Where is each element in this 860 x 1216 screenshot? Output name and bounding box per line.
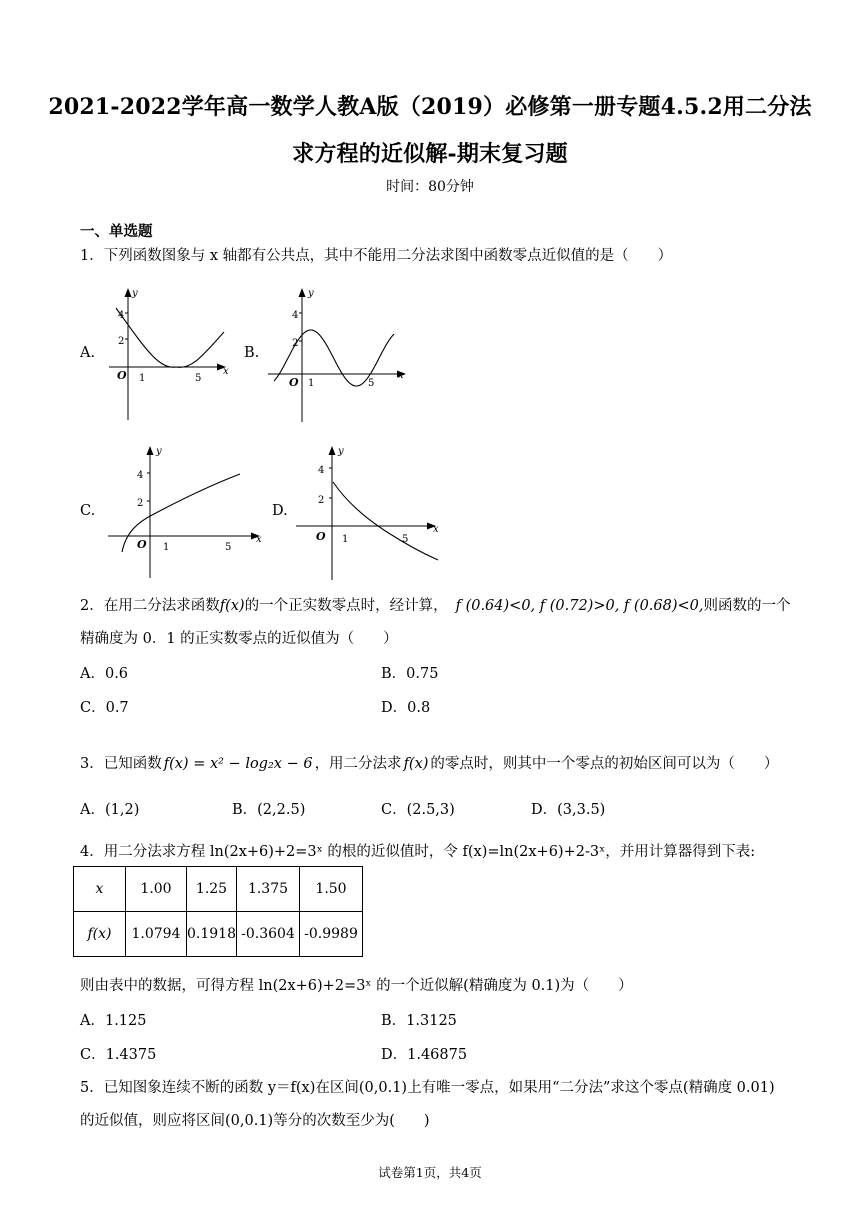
graph-d-x-label: x <box>433 524 439 535</box>
q2-stem-part-b: 的一个正实数零点时，经计算， <box>244 598 448 614</box>
table-cell: 1.00 <box>126 867 187 912</box>
q3-formula: f(x) = x² − log₂x − 6 <box>163 756 313 772</box>
doc-title-line2: 求方程的近似解-期末复习题 <box>292 141 568 167</box>
q4-option-d[interactable]: D．1.46875 <box>381 1047 468 1063</box>
q1-stem: 1．下列函数图象与 x 轴都有公共点，其中不能用二分法求图中函数零点近似值的是（ ） <box>80 248 673 264</box>
graph-a-y-label: y <box>132 288 138 299</box>
q3-fx: f(x) <box>403 756 429 772</box>
graph-a-tick-5: 5 <box>195 373 202 384</box>
graph-d-tick-4: 4 <box>318 465 325 476</box>
q4-option-c[interactable]: C．1.4375 <box>80 1047 157 1063</box>
graph-d-tick-2: 2 <box>318 495 325 506</box>
exam-time: 时间：80分钟 <box>386 179 474 195</box>
q2-option-a[interactable]: A．0.6 <box>80 666 129 682</box>
table-cell: 1.25 <box>187 867 237 912</box>
q4-value-table <box>73 866 363 957</box>
graph-c-tick-2: 2 <box>137 498 144 509</box>
q3-option-b[interactable]: B．(2,2.5) <box>232 802 306 818</box>
q2-stem-line2: 精确度为 0．1 的正实数零点的近似值为（ ） <box>80 631 398 647</box>
q2-option-c[interactable]: C．0.7 <box>80 700 129 716</box>
graph-d-origin: O <box>316 530 326 543</box>
graph-a-origin: O <box>117 369 127 382</box>
graph-b-origin: O <box>289 376 299 389</box>
q1-option-a-label[interactable]: A. <box>80 345 96 361</box>
graph-b-tick-5: 5 <box>368 378 375 389</box>
table-cell: 1.0794 <box>126 912 187 957</box>
q4-option-a[interactable]: A．1.125 <box>80 1013 147 1029</box>
table-row <box>74 867 363 912</box>
graph-b-tick-2: 2 <box>292 338 299 349</box>
table-cell: -0.3604 <box>237 912 300 957</box>
graph-c-origin: O <box>137 538 147 551</box>
graph-c-y-label: y <box>156 446 162 457</box>
q3-stem-part-b: ，用二分法求 <box>314 756 402 772</box>
q2-stem-line1 <box>80 596 791 616</box>
q3-option-d[interactable]: D．(3,3.5) <box>531 802 606 818</box>
graph-c-tick-5: 5 <box>225 542 232 553</box>
q3-stem <box>80 754 778 774</box>
doc-title-line1: 2021-2022学年高一数学人教A版（2019）必修第一册专题4.5.2用二分法 <box>48 94 812 120</box>
section-heading: 一、单选题 <box>80 223 153 240</box>
graph-b-y-label: y <box>308 288 314 299</box>
q2-stem-part-a: 2．在用二分法求函数 <box>80 598 220 614</box>
q1-option-c-label[interactable]: C. <box>80 503 96 519</box>
q1-option-d-label[interactable]: D. <box>272 503 288 519</box>
table-cell: f(x) <box>74 912 126 957</box>
graph-c-x-label: x <box>256 534 262 545</box>
graph-a-tick-1: 1 <box>139 373 146 384</box>
graph-b-tick-1: 1 <box>308 378 315 389</box>
q3-option-a[interactable]: A．(1,2) <box>80 802 140 818</box>
graph-c <box>104 440 274 580</box>
table-row <box>74 912 363 957</box>
q2-option-b[interactable]: B．0.75 <box>381 666 439 682</box>
q5-stem-line2: 的近似值，则应将区间(0,0.1)等分的次数至少为( ) <box>80 1113 430 1129</box>
table-cell: x <box>74 867 126 912</box>
q2-stem-fx: f(x) <box>219 598 245 614</box>
graph-a <box>104 282 234 422</box>
graph-a-x-label: x <box>223 366 229 377</box>
q5-stem-line1: 5．已知图象连续不断的函数 y＝f(x)在区间(0,0.1)上有唯一零点，如果用“二分法”求这个零点(精确度 0.01) <box>80 1080 775 1096</box>
q2-stem-math: f (0.64)<0, f (0.72)>0, f (0.68)<0, <box>455 598 704 614</box>
q4-question: 则由表中的数据，可得方程 ln(2x+6)+2=3ˣ 的一个近似解(精确度为 0.1)为（ ） <box>80 978 633 994</box>
graph-d <box>292 440 452 582</box>
q4-option-b[interactable]: B．1.3125 <box>381 1013 457 1029</box>
q2-stem-part-c: 则函数的一个 <box>703 598 791 614</box>
q3-option-c[interactable]: C．(2.5,3) <box>381 802 455 818</box>
graph-c-tick-4: 4 <box>137 470 144 481</box>
graph-c-tick-1: 1 <box>163 542 170 553</box>
page-footer: 试卷第1页，共4页 <box>378 1165 482 1180</box>
graph-a-tick-4: 4 <box>118 310 125 321</box>
q3-stem-part-c: 的零点时，则其中一个零点的初始区间可以为（ ） <box>430 756 779 772</box>
graph-d-curve <box>333 482 438 560</box>
graph-d-y-label: y <box>338 446 344 457</box>
table-cell: 0.1918 <box>187 912 237 957</box>
table-cell: 1.375 <box>237 867 300 912</box>
graph-b <box>264 282 414 422</box>
graph-b-x-label: x <box>398 370 404 381</box>
table-cell: -0.9989 <box>300 912 363 957</box>
graph-b-tick-4: 4 <box>292 310 299 321</box>
graph-a-curve <box>116 308 224 367</box>
q3-stem-part-a: 3．已知函数 <box>80 756 162 772</box>
q4-stem: 4．用二分法求方程 ln(2x+6)+2=3ˣ 的根的近似值时，令 f(x)=ln(2x+6)+2-3ˣ，并用计算器得到下表: <box>80 844 756 860</box>
q1-option-b-label[interactable]: B. <box>244 345 260 361</box>
graph-a-tick-2: 2 <box>118 336 125 347</box>
q2-option-d[interactable]: D．0.8 <box>381 700 431 716</box>
table-cell: 1.50 <box>300 867 363 912</box>
graph-d-tick-5: 5 <box>402 534 409 545</box>
graph-d-tick-1: 1 <box>342 534 349 545</box>
